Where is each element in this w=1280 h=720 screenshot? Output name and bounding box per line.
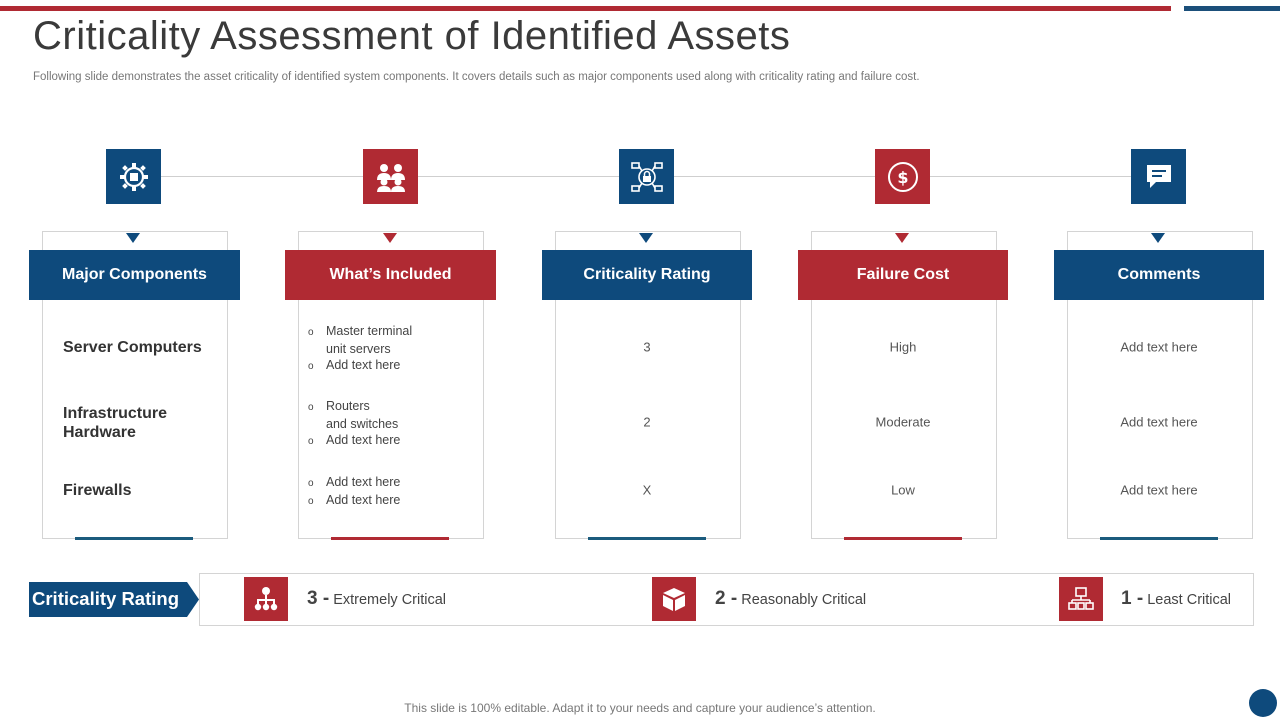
footer-note: This slide is 100% editable. Adapt it to your needs and capture your audience’s attention.	[404, 701, 876, 715]
top-accent-bar-red	[0, 6, 1171, 11]
header-major-components: Major Components	[29, 250, 240, 300]
pointer-triangle	[383, 233, 397, 243]
page-title: Criticality Assessment of Identified Assets	[33, 14, 791, 58]
included-list: o Master terminal unit servers o Add text here	[308, 324, 413, 372]
header-comments: Comments	[1054, 250, 1264, 300]
included-list: o Routers and switches o Add text here	[308, 399, 401, 447]
failure-cost-value: Moderate	[875, 414, 931, 430]
comment-value: Add text here	[1120, 482, 1198, 498]
legend-item: 1 - Least Critical	[1121, 588, 1232, 609]
rating-value: 3	[643, 339, 651, 355]
pointer-triangle	[639, 233, 653, 243]
failure-cost-value: High	[889, 339, 917, 355]
header-whats-included: What’s Included	[285, 250, 496, 300]
legend-item: 3 - Extremely Critical	[307, 588, 447, 609]
top-accent-bar-blue	[1184, 6, 1280, 11]
header-criticality-rating: Criticality Rating	[542, 250, 752, 300]
component-name: Infrastructure Hardware	[63, 405, 168, 441]
component-name: Firewalls	[63, 482, 132, 499]
box-icon	[652, 577, 696, 621]
page-subtitle: Following slide demonstrates the asset criticality of identified system components. It covers details such as major components used along with criticality rating and failure cost.	[33, 71, 920, 83]
pointer-triangle	[126, 233, 140, 243]
failure-cost-value: Low	[891, 482, 915, 498]
legend-item: 2 - Reasonably Critical	[715, 588, 867, 609]
network-icon	[1059, 577, 1103, 621]
header-failure-cost: Failure Cost	[798, 250, 1008, 300]
dollar-circle-icon	[875, 149, 930, 204]
hierarchy-icon	[244, 577, 288, 621]
included-list: o Add text here o Add text here	[308, 475, 401, 507]
legend-title: Criticality Rating	[32, 588, 179, 609]
pointer-triangle	[895, 233, 909, 243]
svg-text:$: $	[896, 167, 909, 187]
rating-value: 2	[643, 414, 651, 430]
comment-value: Add text here	[1120, 414, 1198, 430]
team-icon	[363, 149, 418, 204]
gear-puzzle-icon	[106, 149, 161, 204]
comment-value: Add text here	[1120, 339, 1198, 355]
chat-bubble-icon	[1131, 149, 1186, 204]
corner-dot	[1249, 689, 1277, 717]
security-lock-icon	[619, 149, 674, 204]
component-name: Server Computers	[63, 339, 202, 356]
rating-value: X	[642, 482, 652, 498]
pointer-triangle	[1151, 233, 1165, 243]
